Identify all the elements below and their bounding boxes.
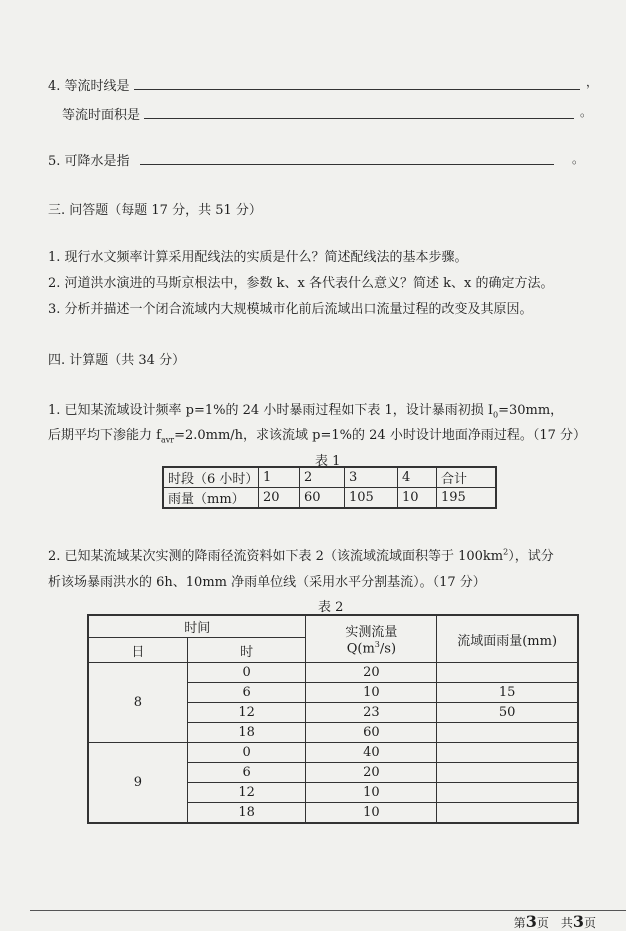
table2-flow: 10 (306, 783, 437, 803)
table2-day: 9 (88, 743, 187, 824)
table2-rain (437, 803, 578, 824)
table2-flow-title: 实测流量 (345, 625, 398, 641)
section3-heading: 三. 问答题（每题 17 分，共 51 分） (48, 203, 262, 218)
table1-cell: 2 (300, 467, 345, 488)
calc2-superscript: 2 (503, 547, 509, 557)
table2-day: 8 (88, 663, 187, 743)
table1-cell: 105 (345, 488, 398, 509)
table2-hour: 6 (187, 683, 306, 703)
table1-cell: 合计 (437, 467, 497, 488)
answer-blank-5[interactable] (140, 152, 554, 165)
calc1-line1-end: =30mm， (498, 403, 564, 418)
calc1-line2 (48, 424, 586, 445)
table2-hour: 6 (187, 763, 306, 783)
table1-cell: 时段（6 小时） (163, 467, 259, 488)
question-5 (48, 150, 554, 169)
table-1 (162, 466, 497, 509)
answer-blank-4[interactable] (134, 77, 580, 90)
section3-q2: 2. 河道洪水演进的马斯京根法中，参数 k、x 各代表什么意义？简述 k、x 的确定方法。 (48, 276, 554, 291)
table2-hour: 0 (187, 663, 306, 683)
table2-header-day: 日 (88, 638, 187, 663)
calc1-line2-text: 后期平均下渗能力 f (48, 428, 161, 443)
q4-label: 4. 等流时线是 (48, 79, 130, 94)
table-row (88, 663, 578, 683)
table1-row (163, 467, 496, 488)
calc1-line1 (48, 399, 563, 420)
question-4 (48, 75, 580, 94)
q4b-period: 。 (580, 105, 593, 119)
table2-header-row (88, 615, 578, 638)
table2-rain: 50 (437, 703, 578, 723)
table2-flow: 60 (306, 723, 437, 743)
section3-q3: 3. 分析并描述一个闭合流域内大规模城市化前后流域出口流量过程的改变及其原因。 (48, 302, 533, 317)
table2-rain (437, 743, 578, 763)
calc2-line1-end: ），试分 (508, 549, 554, 564)
table1-cell: 20 (259, 488, 300, 509)
section4-heading: 四. 计算题（共 34 分） (48, 353, 186, 368)
table2-flow: 10 (306, 803, 437, 824)
table-2 (87, 614, 579, 824)
table1-cell: 60 (300, 488, 345, 509)
page-number: 3 (525, 912, 537, 931)
table1-cell: 3 (345, 467, 398, 488)
table2-flow: 23 (306, 703, 437, 723)
table2-hour: 18 (187, 723, 306, 743)
calc1-subscript: 0 (492, 410, 499, 420)
table2-header-rain: 流域面雨量(mm) (437, 615, 578, 663)
q5-label: 5. 可降水是指 (48, 154, 130, 169)
q4-comma: ， (586, 75, 599, 89)
calc2-line1-text: 2. 已知某流域某次实测的降雨径流资料如下表 2（该流域流域面积等于 100km (48, 549, 504, 564)
flow-unit-c: /s) (379, 641, 397, 657)
table2-hour: 18 (187, 803, 306, 824)
table2-flow: 20 (306, 663, 437, 683)
table2-header-hour: 时 (187, 638, 306, 663)
table2-rain (437, 663, 578, 683)
footer-text-c: 页 (583, 916, 596, 930)
table2-rain (437, 783, 578, 803)
answer-blank-4b[interactable] (144, 106, 574, 119)
footer-rule (30, 910, 626, 911)
flow-unit-a: Q(m (346, 641, 375, 657)
table1-cell: 10 (398, 488, 437, 509)
table1-cell: 4 (398, 467, 437, 488)
table1-cell: 雨量（mm） (163, 488, 259, 509)
calc2-line1 (48, 545, 554, 564)
table2-flow: 40 (306, 743, 437, 763)
table2-hour: 12 (187, 703, 306, 723)
page-footer (514, 912, 596, 931)
table1-caption: 表 1 (315, 454, 341, 469)
table2-flow-unit (306, 640, 436, 656)
calc1-line2-subscript: avr (160, 435, 175, 445)
table1-row (163, 488, 496, 509)
table2-rain (437, 723, 578, 743)
table1-cell: 195 (437, 488, 497, 509)
table2-hour: 0 (187, 743, 306, 763)
table2-hour: 12 (187, 783, 306, 803)
table2-header-time: 时间 (88, 615, 306, 638)
calc1-line1-text: 1. 已知某流域设计频率 p=1%的 24 小时暴雨过程如下表 1，设计暴雨初损 I (48, 403, 493, 418)
table2-header-flow (306, 615, 437, 663)
table2-rain: 15 (437, 683, 578, 703)
section3-q1: 1. 现行水文频率计算采用配线法的实质是什么？简述配线法的基本步骤。 (48, 250, 468, 265)
table2-rain (437, 763, 578, 783)
table-row (88, 743, 578, 763)
page-total: 3 (572, 912, 584, 931)
question-4b (62, 104, 574, 123)
q4b-label: 等流时面积是 (62, 108, 141, 123)
table1-cell: 1 (259, 467, 300, 488)
table2-flow: 20 (306, 763, 437, 783)
footer-text-b: 页 共 (536, 916, 573, 930)
table2-caption: 表 2 (318, 600, 344, 615)
flow-unit-sup: 3 (374, 640, 380, 650)
table2-flow: 10 (306, 683, 437, 703)
q5-period: 。 (572, 152, 585, 166)
calc2-line2: 析该场暴雨洪水的 6h、10mm 净雨单位线（采用水平分割基流）。（17 分） (48, 575, 486, 590)
calc1-line2-end: =2.0mm/h，求该流域 p=1%的 24 小时设计地面净雨过程。（17 分） (174, 428, 587, 443)
footer-text-a: 第 (513, 916, 526, 930)
